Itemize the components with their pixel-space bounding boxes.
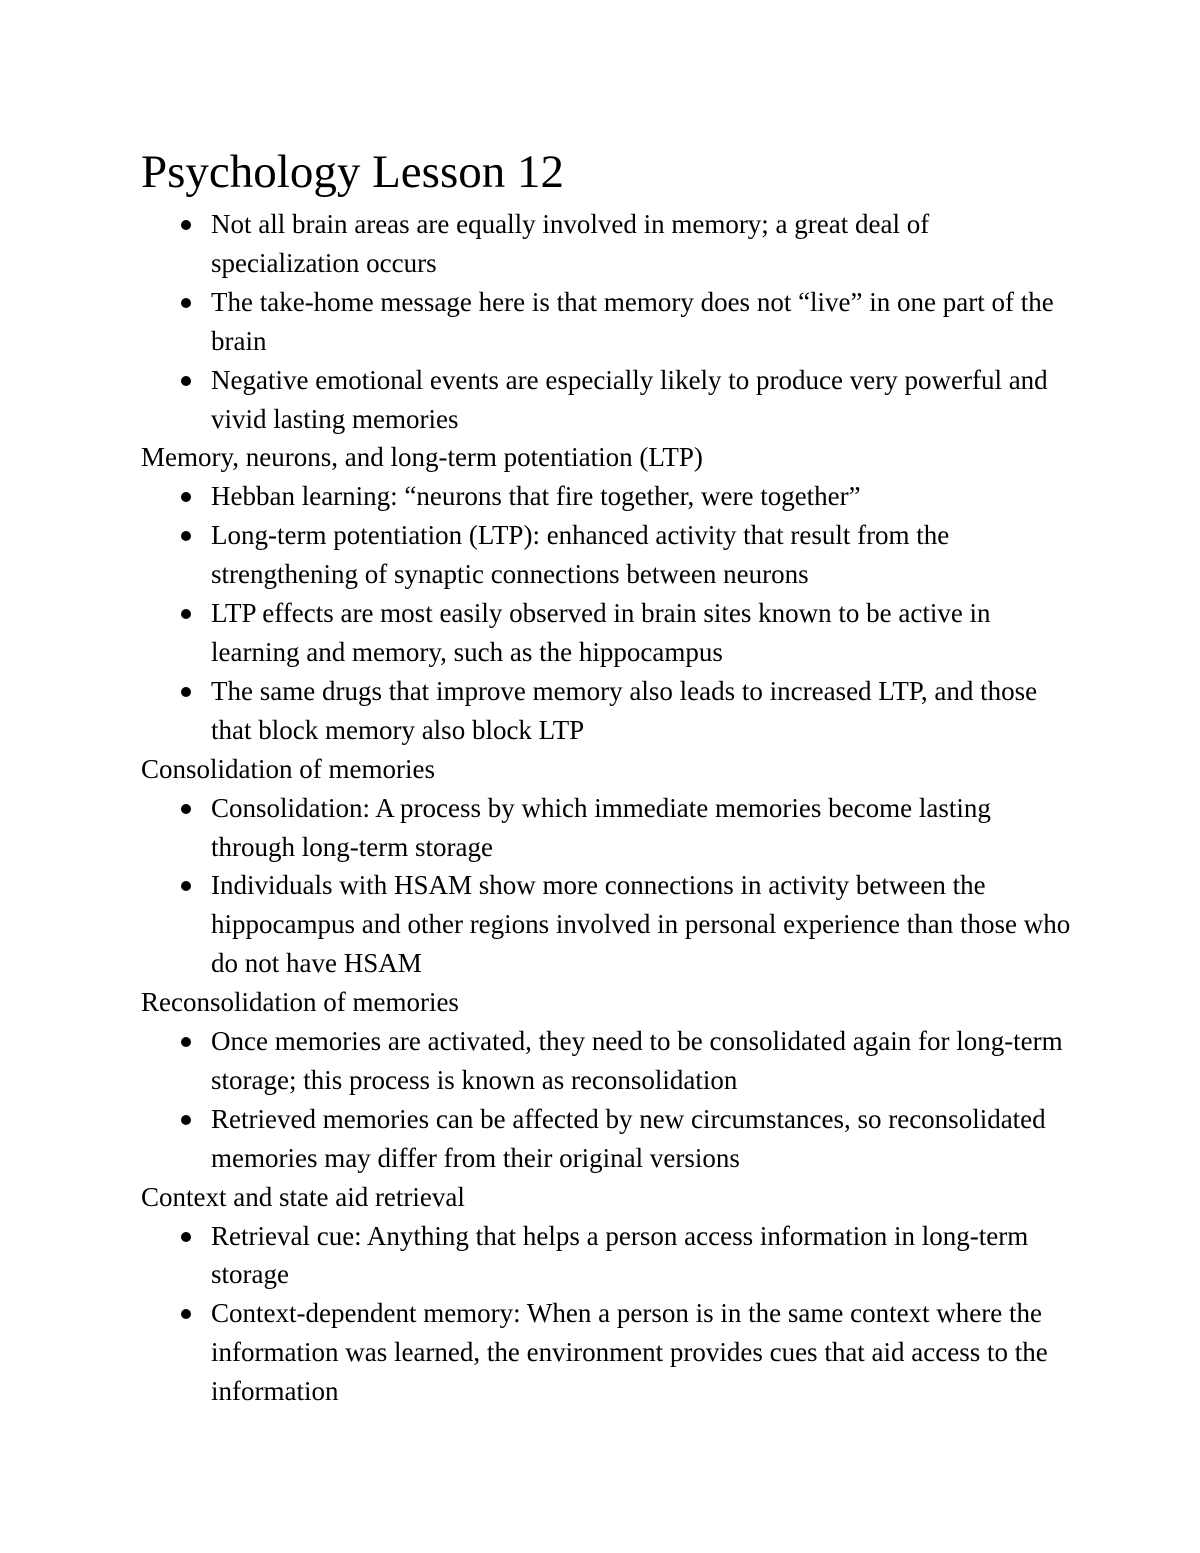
list-item-text: Long-term potentiation (LTP): enhanced activity that result from the strengthening of synaptic connections between neurons [211,520,950,590]
list-item [141,1022,1071,1100]
page-title: Psychology Lesson 12 [141,146,564,198]
bullet-icon [181,1309,191,1319]
list-item-text: Not all brain areas are equally involved in memory; a great deal of specialization occurs [211,209,930,278]
section-heading-consolidation: Consolidation of memories [141,753,435,784]
list-item-text: Individuals with HSAM show more connections in activity between the hippocampus and other regions involved in personal experience than those who do not have HSAM [211,870,1071,979]
bullet-icon [181,1037,191,1047]
intro-bullet-list [141,205,1071,438]
document-body [141,205,1071,1411]
list-item [141,789,1071,867]
bullet-icon [181,1115,191,1125]
bullet-icon [181,376,191,386]
consolidation-bullet-list [141,789,1071,984]
bullet-icon [181,1232,191,1242]
list-item-text: Hebban learning: “neurons that fire together, were together” [211,481,861,512]
list-item-text: The same drugs that improve memory also leads to increased LTP, and those that block memory also block LTP [211,675,1038,745]
reconsolidation-bullet-list [141,1022,1071,1178]
list-item [141,672,1071,750]
ltp-bullet-list [141,477,1071,749]
list-item [141,1100,1071,1178]
list-item [141,361,1071,439]
list-item [141,283,1071,361]
bullet-icon [181,220,191,230]
list-item-text: Retrieval cue: Anything that helps a person access information in long-term storage [211,1220,1029,1290]
list-item-text: LTP effects are most easily observed in brain sites known to be active in learning and memory, such as the hippocampus [211,598,991,667]
bullet-icon [181,687,191,697]
bullet-icon [181,492,191,502]
list-item-text: Retrieved memories can be affected by new circumstances, so reconsolidated memories may differ from their original versions [211,1103,1046,1173]
list-item [141,516,1071,594]
section-heading-reconsolidation: Reconsolidation of memories [141,987,459,1018]
bullet-icon [181,298,191,308]
section-heading-ltp: Memory, neurons, and long-term potentiation (LTP) [141,442,703,473]
bullet-icon [181,881,191,891]
list-item [141,205,1071,283]
context-retrieval-bullet-list [141,1217,1071,1412]
section-heading-context-retrieval: Context and state aid retrieval [141,1181,465,1212]
bullet-icon [181,609,191,619]
bullet-icon [181,531,191,541]
list-item [141,594,1071,672]
list-item [141,866,1071,983]
list-item [141,1294,1071,1411]
list-item-text: Context-dependent memory: When a person is in the same context where the information was learned, the environment provides cues that aid access to the information [211,1298,1048,1407]
list-item-text: Once memories are activated, they need to be consolidated again for long-term storage; this process is known as reconsolidation [211,1026,1063,1095]
list-item-text: Consolidation: A process by which immediate memories become lasting through long-term storage [211,792,991,862]
list-item [141,1217,1071,1295]
bullet-icon [181,804,191,814]
list-item-text: The take-home message here is that memory does not “live” in one part of the brain [211,286,1054,356]
list-item-text: Negative emotional events are especially likely to produce very powerful and vivid lasting memories [211,364,1048,434]
list-item [141,477,1071,516]
